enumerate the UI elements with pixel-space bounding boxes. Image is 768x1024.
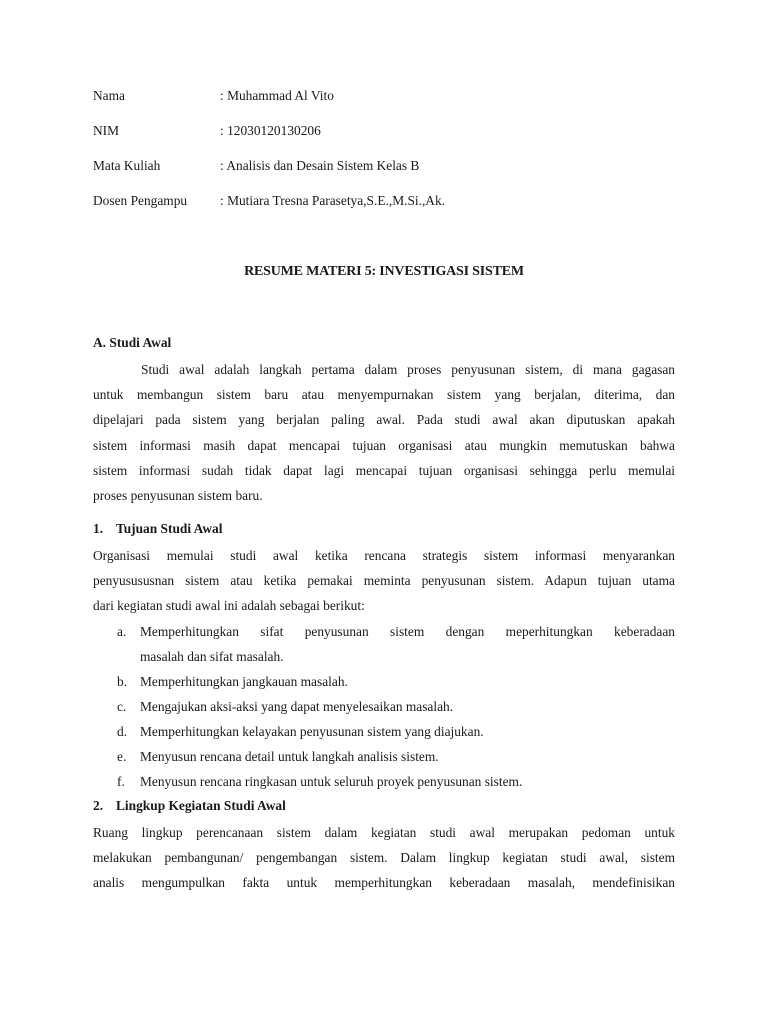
paragraph-line: dipelajari pada sistem yang berjalan paling awal. Pada studi awal akan diputuskan apakah <box>93 412 675 428</box>
list-item <box>117 769 675 794</box>
list-item <box>117 619 675 669</box>
paragraph-line: melakukan pembangunan/ pengembangan sistem. Dalam lingkup kegiatan studi awal, sistem <box>93 850 675 866</box>
list-marker: b. <box>117 674 128 689</box>
list-item-text: Menyusun rencana detail untuk langkah analisis sistem. <box>140 749 439 764</box>
paragraph-line: proses penyusunan sistem baru. <box>93 487 263 503</box>
list-item-text: Memperhitungkan sifat penyusunan sistem dengan meperhitungkan keberadaan <box>140 624 675 639</box>
list-marker: e. <box>117 749 127 764</box>
list-item <box>117 719 675 744</box>
section-1-paragraph <box>93 543 675 619</box>
info-value: : Analisis dan Desain Sistem Kelas B <box>220 158 420 173</box>
section-a-heading: A. Studi Awal <box>93 335 172 350</box>
list-marker: c. <box>117 699 127 714</box>
section-title: Lingkup Kegiatan Studi Awal <box>116 798 286 813</box>
list-item <box>117 669 675 694</box>
document-title: RESUME MATERI 5: INVESTIGASI SISTEM <box>244 264 524 279</box>
list-item-text: Memperhitungkan kelayakan penyusunan sistem yang diajukan. <box>140 724 484 739</box>
list-marker: a. <box>117 624 127 639</box>
list-item <box>117 744 675 769</box>
info-value: : Muhammad Al Vito <box>220 88 334 103</box>
paragraph-line: sistem informasi masih dapat mencapai tujuan organisasi atau mungkin memutuskan bahwa <box>93 437 675 453</box>
list-item-text: Menyusun rencana ringkasan untuk seluruh proyek penyusunan sistem. <box>140 774 523 789</box>
list-item-text: masalah dan sifat masalah. <box>140 649 284 664</box>
list-item-text: Memperhitungkan jangkauan masalah. <box>140 674 348 689</box>
paragraph-line: sistem informasi sudah tidak dapat lagi mencapai tujuan organisasi sehingga perlu memulai <box>93 462 675 478</box>
list-item <box>117 694 675 719</box>
list-marker: f. <box>117 774 125 789</box>
section-2-paragraph <box>93 820 675 896</box>
info-label: Mata Kuliah <box>93 158 161 173</box>
paragraph-line: Organisasi memulai studi awal ketika rencana strategis sistem informasi menyarankan <box>93 548 675 563</box>
paragraph-line: untuk membangun sistem baru atau menyempurnakan sistem yang berjalan, diterima, dan <box>93 387 675 403</box>
section-1-heading <box>93 519 222 539</box>
info-value: : Mutiara Tresna Parasetya,S.E.,M.Si.,Ak. <box>220 193 446 208</box>
section-number: 2. <box>93 798 104 813</box>
list-marker: d. <box>117 724 128 739</box>
section-number: 1. <box>93 521 104 536</box>
section-2-heading <box>93 796 286 816</box>
paragraph-line: penyusususnan sistem atau ketika pemakai meminta penyusunan sistem. Adapun tujuan utama <box>93 573 675 589</box>
objectives-list <box>117 619 675 794</box>
paragraph-line: Ruang lingkup perencanaan sistem dalam kegiatan studi awal merupakan pedoman untuk <box>93 825 675 840</box>
info-label: Nama <box>93 88 125 103</box>
paragraph-line: dari kegiatan studi awal ini adalah sebagai berikut: <box>93 598 365 614</box>
paragraph-line: analis mengumpulkan fakta untuk memperhitungkan keberadaan masalah, mendefinisikan <box>93 875 675 891</box>
list-item-text: Mengajukan aksi-aksi yang dapat menyelesaikan masalah. <box>140 699 454 714</box>
section-title: Tujuan Studi Awal <box>116 521 223 536</box>
paragraph-line: Studi awal adalah langkah pertama dalam proses penyusunan sistem, di mana gagasan <box>141 362 675 377</box>
info-label: NIM <box>93 123 120 138</box>
info-label: Dosen Pengampu <box>93 193 188 208</box>
section-a-paragraph <box>93 357 675 508</box>
info-value: : 12030120130206 <box>220 123 321 138</box>
